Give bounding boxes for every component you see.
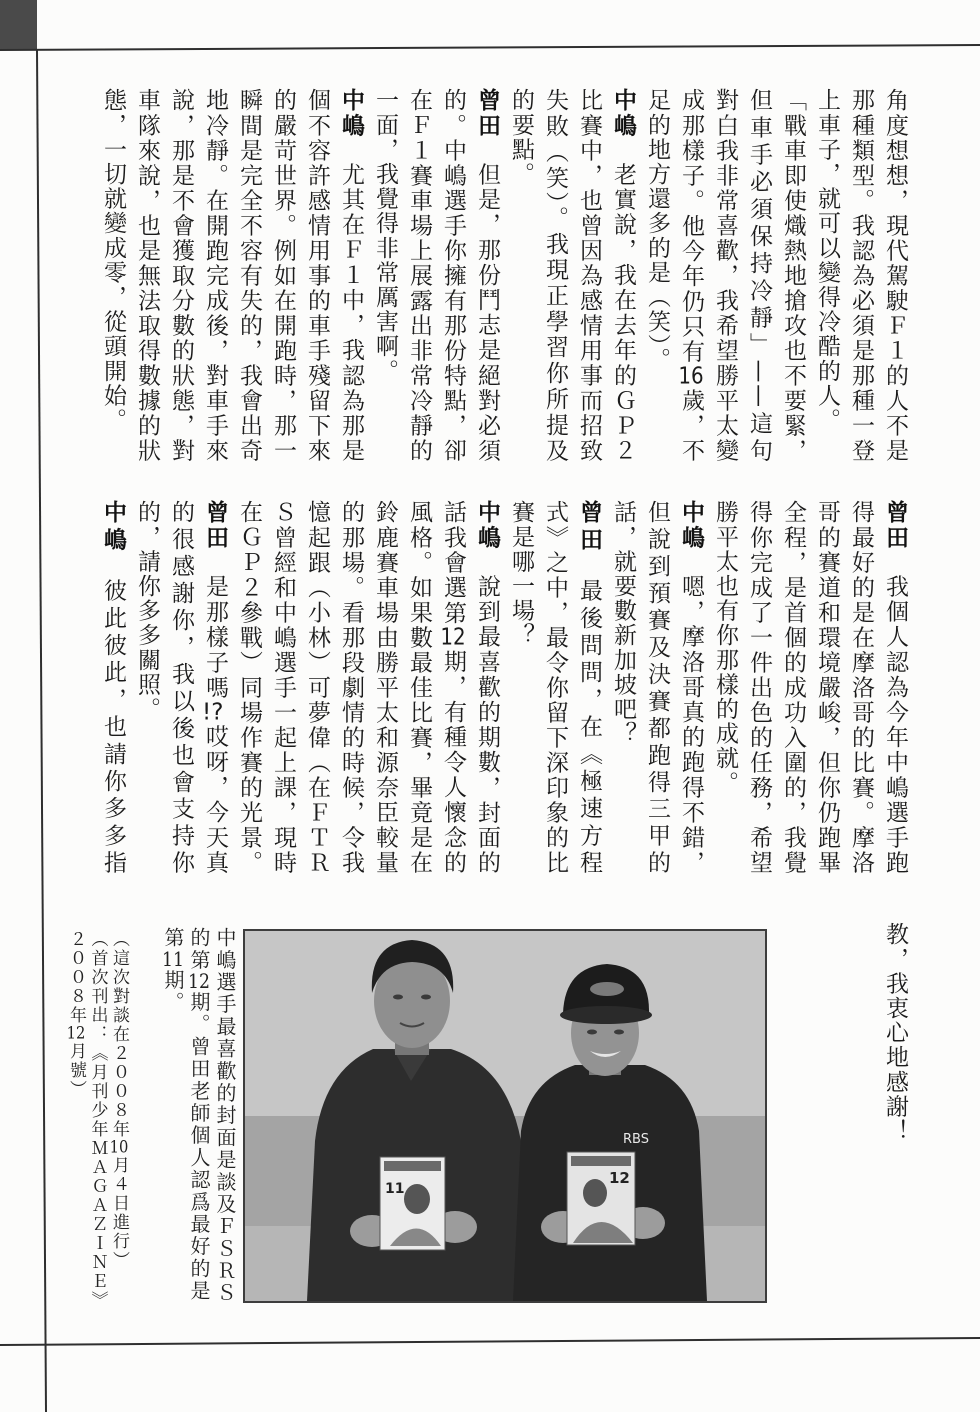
text-column xyxy=(606,88,640,463)
column-text: 式》之中，最令你留下深印象的比 xyxy=(542,500,568,875)
column-text: 地冷靜。在開跑完成後，對車手來 xyxy=(202,88,228,463)
column-text: 上車子，就可以變得冷酷的人。 xyxy=(814,88,840,433)
speaker-label: 曾田 xyxy=(576,500,602,555)
text-column xyxy=(96,88,130,463)
caption-line: 中嶋選手最喜歡的封面是談及ＦＳＲＳ xyxy=(213,927,237,1305)
text-column xyxy=(470,88,504,463)
column-text: 成那樣子。他今年仍只有16歲，不 xyxy=(678,88,704,463)
text-column xyxy=(334,88,368,463)
dialogue-turn xyxy=(232,500,504,875)
column-text: 態，一切就變成零，從頭開始。 xyxy=(100,88,126,433)
text-column xyxy=(538,88,572,463)
photo-caption xyxy=(160,927,238,1309)
speaker-label: 中嶋 xyxy=(100,500,126,555)
column-text: 但說到預賽及決賽都跑得三甲的 xyxy=(644,500,670,875)
corner-block xyxy=(0,0,37,50)
text-column xyxy=(232,500,266,875)
column-text: Ｓ曾經和中嶋選手一起上課，現時 xyxy=(270,500,296,875)
column-text: 哥的賽道和環境嚴峻，但你仍跑畢 xyxy=(814,500,840,875)
text-column xyxy=(402,88,436,463)
text-column xyxy=(674,88,708,463)
column-text: 勝平太也有你那樣的成就。 xyxy=(712,500,738,796)
bottom-rule xyxy=(0,1338,980,1345)
column-text: 對白我非常喜歡，我希望勝平太變 xyxy=(712,88,738,463)
interview-photo xyxy=(243,929,767,1303)
column-text: 賽是哪一場？ xyxy=(508,500,534,648)
interview-closing-line xyxy=(878,922,912,1172)
text-column xyxy=(776,500,810,875)
text-column xyxy=(130,500,164,875)
note-line: （首次刊出：《月刊少年ＭＡＧＡＺＩＮＥ》 xyxy=(87,930,108,1310)
text-column xyxy=(504,500,538,875)
column-text: 失敗（笑）。我現正學習你所提及 xyxy=(542,88,568,463)
text-column xyxy=(198,500,232,875)
column-text: 那種類型。我認為必須是那種一登 xyxy=(848,88,874,463)
text-column xyxy=(504,88,538,463)
book-number-label: 11 xyxy=(385,1181,405,1197)
photo-illustration xyxy=(245,931,765,1301)
text-column xyxy=(606,500,640,875)
dialogue-turn xyxy=(504,88,640,463)
dialogue-turn xyxy=(368,88,504,463)
text-column xyxy=(844,88,878,463)
text-column xyxy=(640,88,674,463)
column-text: 但是，那份鬥志是絕對必須 xyxy=(474,162,500,463)
text-column xyxy=(232,88,266,463)
caption-line: 的第12期。曾田老師個人認爲最好的是 xyxy=(187,927,211,1303)
speaker-label: 曾田 xyxy=(202,500,228,551)
column-text: 的要點。 xyxy=(508,88,534,187)
column-text: 在ＧＰ２參戰）同場作賽的光景。 xyxy=(236,500,262,875)
text-column xyxy=(742,500,776,875)
text-column xyxy=(470,500,504,875)
text-column xyxy=(402,500,436,875)
dialogue-turn xyxy=(708,500,912,875)
column-text: 是那樣子嗎!?哎呀，今天真 xyxy=(202,574,228,875)
column-text: 的嚴苛世界。例如在開跑時，那一 xyxy=(270,88,296,463)
column-text: 說，那是不會獲取分數的狀態，對 xyxy=(168,88,194,463)
text-column xyxy=(164,500,198,875)
text-column xyxy=(776,88,810,463)
speaker-label: 中嶋 xyxy=(474,500,500,551)
column-text: 我個人認為今年中嶋選手跑 xyxy=(882,574,908,875)
text-column xyxy=(266,500,300,875)
note-line: （這次對談在２００８年10月４日進行） xyxy=(109,930,129,1270)
text-column xyxy=(878,88,912,463)
dialogue-turn xyxy=(504,500,606,875)
text-column xyxy=(742,88,776,463)
book-issue-12 xyxy=(567,1152,635,1245)
column-text: 的那場。看那段劇情的時候，令我 xyxy=(338,500,364,875)
column-text: 話我會選第12期，有種令人懷念的 xyxy=(440,500,466,875)
column-text: 瞬間是完全不容有失的，我會出奇 xyxy=(236,88,262,463)
dialogue-turn xyxy=(96,88,368,463)
note-line: ２００８年12月號） xyxy=(66,930,86,1099)
column-text: 老實說，我在去年的ＧＰ２ xyxy=(610,162,636,463)
column-text: 全程，是首個的成功入圍的，我覺 xyxy=(780,500,806,875)
column-text: 彼此彼此，也請你多多指 xyxy=(100,578,126,875)
column-text: 一面，我覺得非常厲害啊。 xyxy=(372,88,398,384)
text-column xyxy=(640,500,674,875)
publication-note xyxy=(64,930,129,1322)
left-rule xyxy=(37,50,46,1412)
text-column xyxy=(708,500,742,875)
text-column xyxy=(844,500,878,875)
text-column xyxy=(878,922,912,1172)
caption-line: 第11期。 xyxy=(161,927,185,1014)
text-column xyxy=(130,88,164,463)
dialogue-turn xyxy=(606,500,708,875)
speaker-label: 曾田 xyxy=(474,88,500,139)
column-text: 「戰車即使熾熱地搶攻也不要緊， xyxy=(780,88,806,463)
text-column xyxy=(96,500,130,875)
column-text: 嗯，摩洛哥真的跑得不錯， xyxy=(678,574,704,875)
text-column xyxy=(266,88,300,463)
text-column xyxy=(572,88,606,463)
column-text: 角度想想，現代駕駛Ｆ１的人不是 xyxy=(882,88,908,463)
text-column xyxy=(538,500,572,875)
dialogue-turn xyxy=(130,500,232,875)
speaker-label: 中嶋 xyxy=(678,500,704,551)
column-text: 車隊來說，也是無法取得數據的狀 xyxy=(134,88,160,463)
column-text: 足的地方還多的是（笑）。 xyxy=(644,88,670,372)
text-column xyxy=(300,88,334,463)
text-column xyxy=(674,500,708,875)
text-column xyxy=(300,500,334,875)
text-column xyxy=(708,88,742,463)
column-text: 話，就要數新加坡吧？ xyxy=(610,500,636,746)
book-issue-11 xyxy=(380,1157,445,1250)
top-rule xyxy=(0,45,980,50)
text-column xyxy=(164,88,198,463)
column-text: 教，我衷心地感謝！ xyxy=(882,922,908,1144)
text-column xyxy=(368,88,402,463)
dialogue-turn xyxy=(640,88,912,463)
text-column xyxy=(572,500,606,875)
column-text: 比賽中，也曾因為感情用事而招致 xyxy=(576,88,602,463)
text-column xyxy=(810,88,844,463)
column-text: 得最好的是在摩洛哥的比賽。摩洛 xyxy=(848,500,874,875)
text-column xyxy=(436,500,470,875)
speaker-label: 中嶋 xyxy=(338,88,364,139)
column-text: 的。中嶋選手你擁有那份特點，卻 xyxy=(440,88,466,463)
column-text: 個不容許感情用事的車手殘留下來 xyxy=(304,88,330,463)
shirt-logo: RBS xyxy=(623,1132,649,1147)
text-column xyxy=(198,88,232,463)
speaker-label: 曾田 xyxy=(882,500,908,551)
column-text: 但車手必須保持冷靜」——這句 xyxy=(746,88,772,463)
column-text: 說到最喜歡的期數，封面的 xyxy=(474,574,500,875)
interview-lower-block xyxy=(96,500,912,875)
speaker-label: 中嶋 xyxy=(610,88,636,139)
book-number-label: 12 xyxy=(609,1169,630,1187)
column-text: 鈴鹿賽車場由勝平太和源奈臣較量 xyxy=(372,500,398,875)
column-text: 最後問問，在《極速方程 xyxy=(576,578,602,875)
text-column xyxy=(436,88,470,463)
text-column xyxy=(810,500,844,875)
column-text: 的，請你多多關照。 xyxy=(134,500,160,722)
column-text: 得你完成了一件出色的任務，希望 xyxy=(746,500,772,875)
column-text: 在Ｆ１賽車場上展露出非常冷靜的 xyxy=(406,88,432,463)
text-column xyxy=(368,500,402,875)
column-text: 尤其在Ｆ１中，我認為那是 xyxy=(338,162,364,463)
dialogue-turn xyxy=(96,500,130,875)
text-column xyxy=(334,500,368,875)
column-text: 風格。如果數最佳比賽，畢竟是在 xyxy=(406,500,432,875)
column-text: 憶起跟（小林）可夢偉（在ＦＴＲ xyxy=(304,500,330,875)
text-column xyxy=(878,500,912,875)
interview-upper-block xyxy=(96,88,912,463)
column-text: 的很感謝你，我以後也會支持你 xyxy=(168,500,194,875)
